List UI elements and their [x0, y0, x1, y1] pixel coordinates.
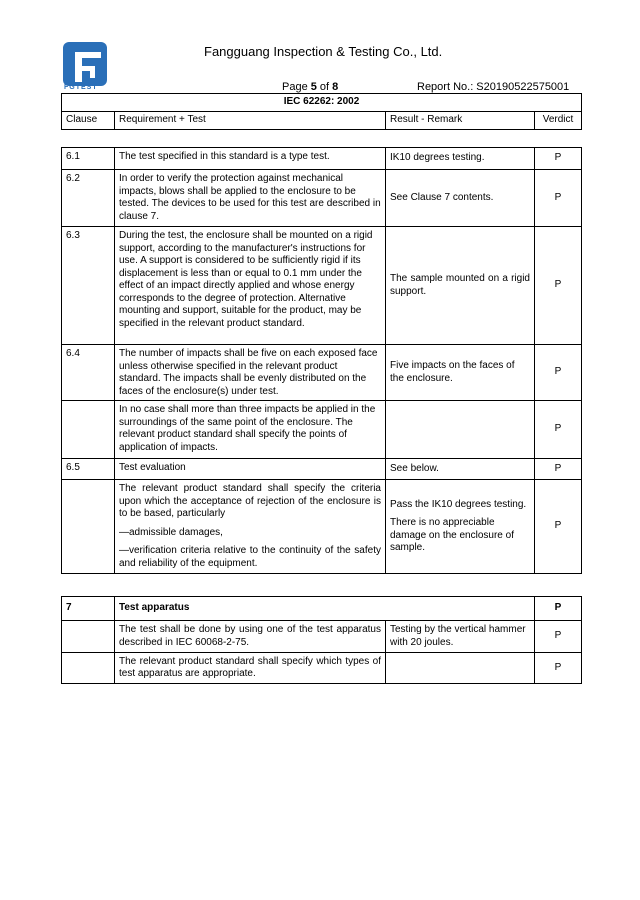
page-indicator: Page 5 of 8 [282, 81, 339, 93]
col-clause: Clause [62, 112, 115, 130]
table-row: The test shall be done by using one of the test apparatus described in IEC 60068-2-75. Testing by the vertical hammer with 20 joules. P [62, 621, 582, 653]
standard-title: IEC 62262: 2002 [62, 94, 582, 112]
table-row: 6.2 In order to verify the protection against mechanical impacts, blows shall be applied to the enclosure to be tested. The devices to be used for this test are described in clause 7. See Clause 7 contents. P [62, 170, 582, 227]
table-row: In no case shall more than three impacts be applied in the surroundings of the same point of the enclosure. The relevant product standard shall specify the points of application of impacts. P [62, 401, 582, 459]
table-row: 7 Test apparatus P [62, 597, 582, 621]
table-row: The relevant product standard shall specify the criteria upon which the acceptance of rejection of the enclosure is to be based, particularly —admissible damages, —verification criteria relative to the continuity of the safety and reliability of the equipment. Pass the IK10 degrees testing. There is no appreciable damage on the enclosure of sample. P [62, 480, 582, 574]
col-requirement: Requirement + Test [115, 112, 386, 130]
report-number: Report No.: S20190522575001 [417, 81, 570, 93]
section-title: Test apparatus [115, 597, 535, 621]
header-table [61, 93, 582, 130]
table-row: 6.1 The test specified in this standard is a type test. IK10 degrees testing. P [62, 148, 582, 170]
clause-7-table [61, 596, 582, 684]
table-row: 6.4 The number of impacts shall be five on each exposed face unless otherwise specified in the relevant product standard. The impacts shall be evenly distributed on the faces of the enclosure(s) under test. Five impacts on the faces of the enclosure. P [62, 345, 582, 401]
clause-6-table [61, 147, 582, 574]
logo-text: FGTEST [64, 84, 98, 91]
table-row: 6.3 During the test, the enclosure shall be mounted on a rigid support, according to the manufacturer's instructions for use. A support is considered to be sufficiently rigid if its displacement is less than or equal to 0.1 mm under the effect of an impact directly applied and whose energy corresponds to the degree of protection. Alternative mounting and support, suitable for the product, may be specified in the relevant product standard. The sample mounted on a rigid support. P [62, 227, 582, 345]
table-row: 6.5 Test evaluation See below. P [62, 459, 582, 480]
col-result: Result - Remark [386, 112, 535, 130]
col-verdict: Verdict [535, 112, 582, 130]
table-row: The relevant product standard shall specify which types of test apparatus are appropriate. P [62, 653, 582, 684]
company-name: Fangguang Inspection & Testing Co., Ltd. [204, 44, 443, 59]
